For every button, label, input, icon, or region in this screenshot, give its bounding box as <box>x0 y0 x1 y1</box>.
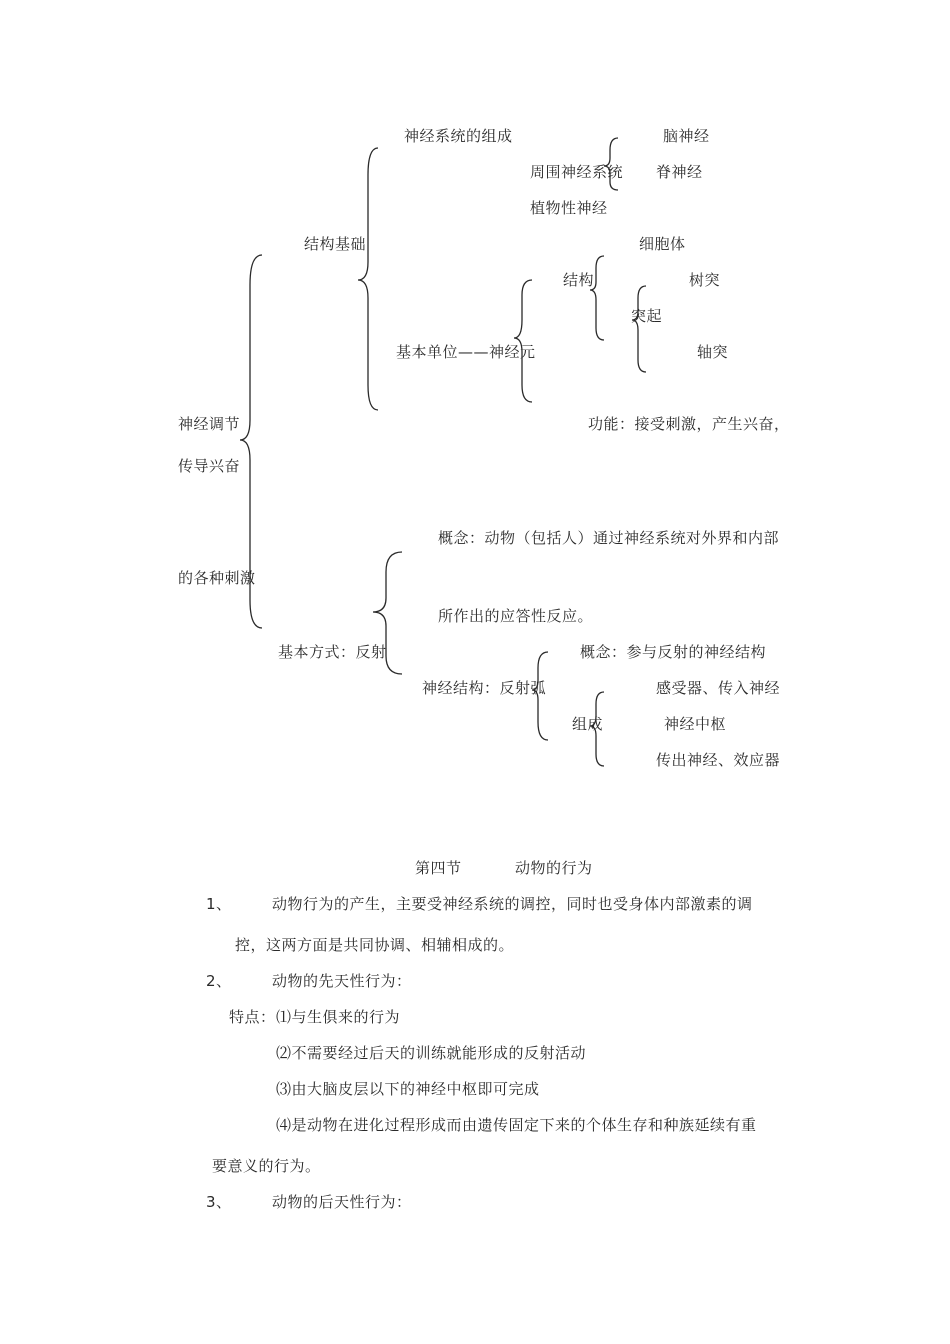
root-label-line2: 传导兴奋 <box>178 457 241 475</box>
axon-label: 轴突 <box>697 343 729 361</box>
cell-body-label: 细胞体 <box>639 235 686 253</box>
trait4-line1: ⑷是动物在进化过程形成而由遗传固定下来的个体生存和种族延续有重 <box>276 1116 757 1134</box>
trait3: ⑶由大脑皮层以下的神经中枢即可完成 <box>276 1080 540 1098</box>
item1-line2: 控，这两方面是共同协调、相辅相成的。 <box>235 936 515 954</box>
structure-basis-brace <box>358 148 378 410</box>
composition-label: 组成 <box>572 715 604 733</box>
dendrite-label: 树突 <box>689 271 721 289</box>
spinal-nerves-label: 脊神经 <box>656 163 703 181</box>
section-number: 第四节 <box>415 859 462 877</box>
structure-label: 结构 <box>563 271 595 289</box>
item1-line1: 动物行为的产生，主要受神经系统的调控，同时也受身体内部激素的调 <box>272 895 753 913</box>
reflex-concept-label: 概念：参与反射的神经结构 <box>580 643 767 661</box>
process-label: 突起 <box>631 307 663 325</box>
autonomic-nerves-label: 植物性神经 <box>530 199 608 217</box>
item1-number: 1、 <box>206 895 232 913</box>
neuron-brace <box>514 280 532 402</box>
concept-line2: 所作出的应答性反应。 <box>438 607 594 625</box>
item2-text: 动物的先天性行为： <box>272 972 412 990</box>
basic-unit-label: 基本单位——神经元 <box>396 343 536 361</box>
nerve-center-label: 神经中枢 <box>664 715 727 733</box>
item2-number: 2、 <box>206 972 232 990</box>
root-label-line1: 神经调节 <box>178 415 241 433</box>
item3-text: 动物的后天性行为： <box>272 1193 412 1211</box>
section-title: 动物的行为 <box>515 859 593 877</box>
trait4-line2: 要意义的行为。 <box>212 1157 321 1175</box>
neural-structure-label: 神经结构：反射弧 <box>422 679 547 697</box>
trait1: ⑴与生俱来的行为 <box>276 1008 401 1026</box>
peripheral-nervous-system-label: 周围神经系统 <box>530 163 624 181</box>
structure-basis-label: 结构基础 <box>304 235 367 253</box>
structure-brace <box>590 256 604 340</box>
trait2: ⑵不需要经过后天的训练就能形成的反射活动 <box>276 1044 587 1062</box>
concept-line1: 概念：动物（包括人）通过神经系统对外界和内部 <box>438 529 780 547</box>
cranial-nerves-label: 脑神经 <box>663 127 710 145</box>
efferent-effector-label: 传出神经、效应器 <box>656 751 781 769</box>
process-brace <box>632 286 646 372</box>
item3-number: 3、 <box>206 1193 232 1211</box>
traits-label: 特点： <box>229 1008 276 1026</box>
basic-mode-label: 基本方式：反射 <box>278 643 387 661</box>
root-label-line3: 的各种刺激 <box>178 569 256 587</box>
nervous-system-composition-label: 神经系统的组成 <box>404 127 513 145</box>
receptor-afferent-label: 感受器、传入神经 <box>656 679 781 697</box>
function-label: 功能：接受刺激，产生兴奋， <box>588 415 790 433</box>
